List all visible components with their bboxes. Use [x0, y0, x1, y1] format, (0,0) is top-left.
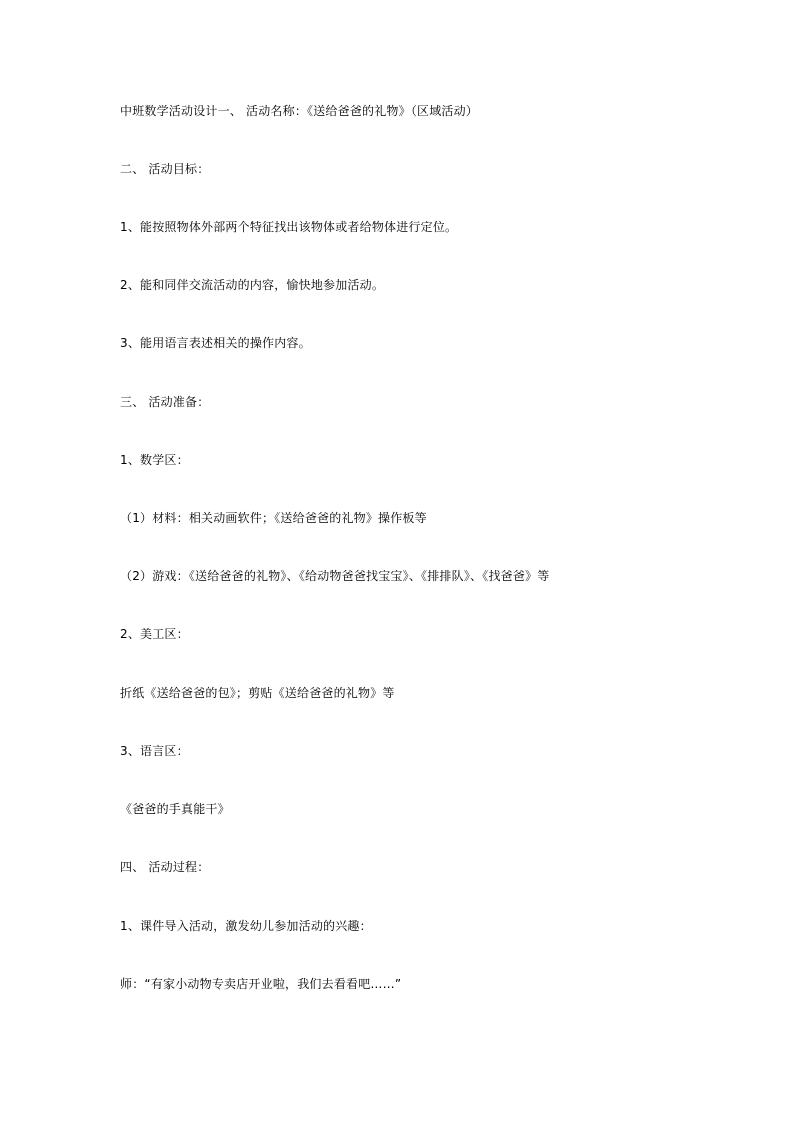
- prep-math-games: （2）游戏：《送给爸爸的礼物》、《给动物爸爸找宝宝》、《排排队》、《找爸爸》等: [120, 569, 550, 583]
- prep-math-materials: （1）材料：相关动画软件；《送给爸爸的礼物》操作板等: [120, 511, 427, 525]
- prep-art-items: 折纸《送给爸爸的包》；剪贴《送给爸爸的礼物》等: [120, 686, 395, 700]
- section-heading-preparation: 三、 活动准备：: [120, 395, 210, 409]
- objective-item-1: 1、能按照物体外部两个特征找出该物体或者给物体进行定位。: [120, 220, 458, 234]
- prep-art-area-heading: 2、美工区：: [120, 627, 189, 641]
- section-heading-objectives: 二、 活动目标：: [120, 162, 210, 176]
- teacher-quote: 师：“有家小动物专卖店开业啦，我们去看看吧……”: [120, 977, 402, 991]
- objective-item-2: 2、能和同伴交流活动的内容，愉快地参加活动。: [120, 278, 385, 292]
- prep-language-area-heading: 3、语言区：: [120, 744, 189, 758]
- doc-title-line: 中班数学活动设计一、 活动名称：《送给爸爸的礼物》（区域活动）: [120, 104, 479, 118]
- process-step-1: 1、课件导入活动，激发幼儿参加活动的兴趣：: [120, 919, 372, 933]
- prep-math-area-heading: 1、数学区：: [120, 453, 189, 467]
- section-heading-process: 四、 活动过程：: [120, 860, 210, 874]
- objective-item-3: 3、能用语言表述相关的操作内容。: [120, 336, 311, 350]
- prep-language-items: 《爸爸的手真能干》: [120, 802, 230, 816]
